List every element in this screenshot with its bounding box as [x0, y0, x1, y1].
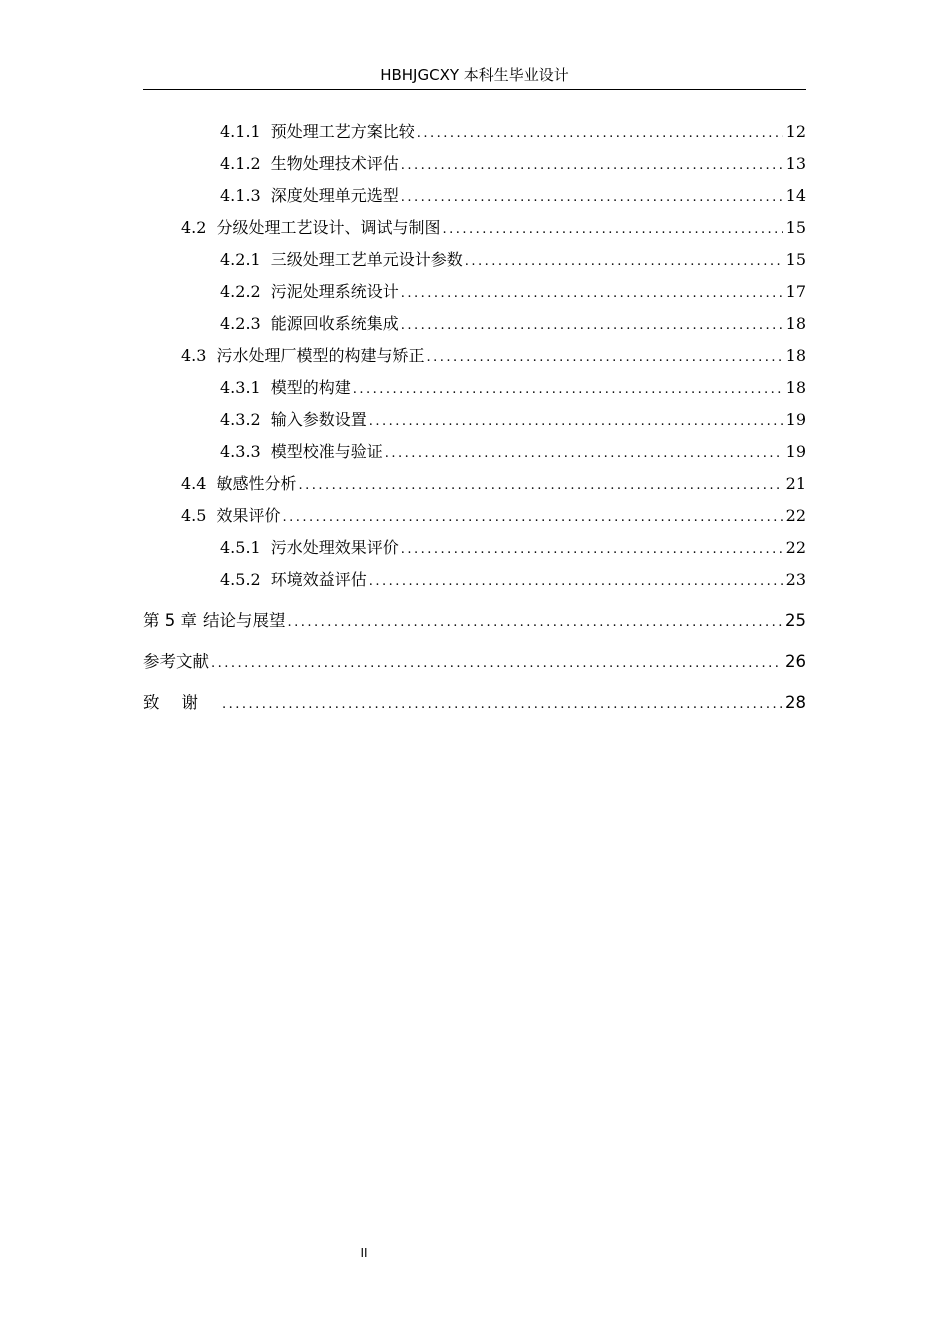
toc-entry[interactable]	[143, 404, 806, 436]
toc-entry-page: 18	[785, 314, 806, 333]
dot-leader	[282, 502, 782, 534]
toc-entry-title: 敏感性分析	[216, 474, 297, 493]
toc-entry-page: 15	[785, 250, 806, 269]
toc-entry-page: 25	[785, 611, 806, 630]
dot-leader	[417, 118, 783, 150]
toc-entry-page: 14	[785, 186, 806, 205]
toc-entry-title: 致谢	[143, 693, 220, 712]
toc-entry[interactable]	[143, 468, 806, 500]
toc-entry-title: 生物处理技术评估	[270, 154, 399, 173]
toc-entry-page: 17	[785, 282, 806, 301]
toc-entry-title: 模型校准与验证	[270, 442, 383, 461]
toc-entry-number: 第 5 章	[143, 611, 197, 630]
toc-entry-title: 能源回收系统集成	[270, 314, 399, 333]
toc-entry[interactable]	[143, 372, 806, 404]
toc-chapter-entry[interactable]	[143, 641, 806, 682]
toc-entry-title: 预处理工艺方案比较	[270, 122, 415, 141]
dot-leader	[369, 406, 783, 438]
toc-entry-page: 22	[785, 538, 806, 557]
toc-entry[interactable]	[143, 276, 806, 308]
toc-entry-number: 4.4	[181, 474, 207, 493]
toc-entry-title: 参考文献	[143, 652, 209, 671]
toc-entry-title: 环境效益评估	[270, 570, 367, 589]
toc-entry-number: 4.1.1	[220, 122, 261, 141]
toc-entry[interactable]	[143, 340, 806, 372]
toc-entry-number: 4.3	[181, 346, 207, 365]
dot-leader	[211, 643, 782, 684]
toc-entry-number: 4.5.2	[220, 570, 261, 589]
toc-entry[interactable]	[143, 212, 806, 244]
toc-entry-page: 23	[785, 570, 806, 589]
toc-entry-page: 28	[785, 693, 806, 712]
toc-entry-page: 21	[785, 474, 806, 493]
dot-leader	[288, 602, 783, 643]
page-number: II	[360, 1246, 368, 1260]
toc-chapter-entry[interactable]	[143, 682, 806, 723]
dot-leader	[385, 438, 783, 470]
dot-leader	[401, 534, 783, 566]
toc-entry-number: 4.2.3	[220, 314, 261, 333]
header-title: HBHJGCXY 本科生毕业设计	[380, 66, 569, 84]
toc-entry-title: 输入参数设置	[270, 410, 367, 429]
toc-entry[interactable]	[143, 148, 806, 180]
dot-leader	[442, 214, 782, 246]
dot-leader	[401, 182, 783, 214]
toc-entry-title: 效果评价	[216, 506, 281, 525]
toc-entry[interactable]	[143, 500, 806, 532]
toc-entry-page: 22	[785, 506, 806, 525]
dot-leader	[401, 150, 783, 182]
toc-entry[interactable]	[143, 532, 806, 564]
page-footer	[0, 1246, 728, 1260]
toc-entry-title: 三级处理工艺单元设计参数	[270, 250, 463, 269]
toc-entry-title: 分级处理工艺设计、调试与制图	[216, 218, 441, 237]
toc-entry-number: 4.2.1	[220, 250, 261, 269]
toc-entry[interactable]	[143, 116, 806, 148]
table-of-contents	[143, 116, 806, 723]
toc-entry-title: 污水处理效果评价	[270, 538, 399, 557]
toc-entry-page: 13	[785, 154, 806, 173]
toc-entry[interactable]	[143, 564, 806, 596]
toc-entry-page: 18	[785, 378, 806, 397]
dot-leader	[222, 684, 782, 725]
page-header	[143, 62, 806, 90]
dot-leader	[401, 278, 783, 310]
toc-entry-title: 污水处理厂模型的构建与矫正	[216, 346, 425, 365]
toc-entry-number: 4.3.3	[220, 442, 261, 461]
toc-entry-number: 4.5	[181, 506, 207, 525]
dot-leader	[426, 342, 782, 374]
toc-entry-number: 4.1.3	[220, 186, 261, 205]
toc-entry[interactable]	[143, 244, 806, 276]
toc-entry-title: 结论与展望	[203, 611, 286, 630]
toc-entry-page: 19	[785, 410, 806, 429]
toc-entry[interactable]	[143, 180, 806, 212]
toc-entry-number: 4.2.2	[220, 282, 261, 301]
toc-entry-page: 26	[785, 652, 806, 671]
toc-entry-number: 4.3.1	[220, 378, 261, 397]
dot-leader	[465, 246, 783, 278]
toc-entry-title: 污泥处理系统设计	[270, 282, 399, 301]
dot-leader	[298, 470, 782, 502]
toc-entry-number: 4.2	[181, 218, 207, 237]
toc-entry-page: 12	[785, 122, 806, 141]
toc-entry-number: 4.3.2	[220, 410, 261, 429]
toc-entry-page: 18	[785, 346, 806, 365]
dot-leader	[353, 374, 783, 406]
dot-leader	[369, 566, 783, 598]
toc-entry-title: 深度处理单元选型	[270, 186, 399, 205]
toc-entry[interactable]	[143, 436, 806, 468]
toc-entry-title: 模型的构建	[270, 378, 351, 397]
toc-entry-page: 19	[785, 442, 806, 461]
dot-leader	[401, 310, 783, 342]
toc-chapter-entry[interactable]	[143, 600, 806, 641]
toc-entry[interactable]	[143, 308, 806, 340]
toc-entry-number: 4.5.1	[220, 538, 261, 557]
toc-entry-number: 4.1.2	[220, 154, 261, 173]
toc-entry-page: 15	[785, 218, 806, 237]
